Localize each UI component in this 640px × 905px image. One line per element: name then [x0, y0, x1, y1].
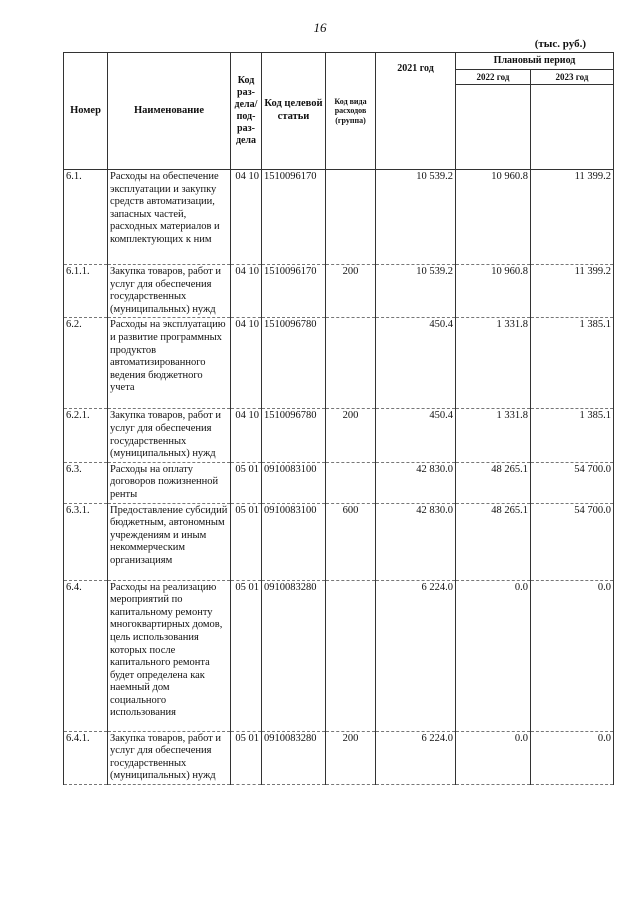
row-amount-2022: 1 331.8	[456, 409, 531, 462]
row-expense-code: 200	[326, 409, 376, 462]
row-amount-2023: 1 385.1	[531, 409, 614, 462]
row-target-code: 0910083100	[262, 503, 326, 580]
row-pr: 10	[248, 410, 259, 422]
row-number: 6.1.	[64, 170, 108, 265]
row-number: 6.3.	[64, 462, 108, 503]
row-name: Закупка товаров, работ и услуг для обеспечения государственных (муниципальных) нужд	[108, 731, 231, 784]
row-amount-2022: 1 331.8	[456, 318, 531, 409]
row-pr: 10	[248, 319, 259, 331]
header-expense-code: Код вида расходов (группа)	[326, 53, 376, 170]
row-pr: 10	[248, 171, 259, 182]
row-name: Закупка товаров, работ и услуг для обеспечения государственных (муниципальных) нужд	[108, 409, 231, 462]
row-name: Расходы на оплату договоров пожизненной ренты	[108, 462, 231, 503]
table-row	[64, 170, 614, 265]
row-target-code: 1510096780	[262, 318, 326, 409]
row-section-code	[231, 170, 262, 265]
row-target-code: 1510096780	[262, 409, 326, 462]
header-year-2021: 2021 год	[376, 53, 456, 170]
row-rz: 04	[235, 171, 246, 182]
row-rz: 05	[235, 504, 246, 516]
row-amount-2021: 10 539.2	[376, 170, 456, 265]
row-amount-2022: 48 265.1	[456, 462, 531, 503]
row-target-code: 0910083280	[262, 580, 326, 731]
row-section-code	[231, 409, 262, 462]
table-row	[64, 462, 614, 503]
row-amount-2023: 1 385.1	[531, 318, 614, 409]
table-row	[64, 409, 614, 462]
row-number: 6.1.1.	[64, 265, 108, 318]
row-amount-2021: 42 830.0	[376, 503, 456, 580]
row-expense-code: 200	[326, 731, 376, 784]
row-amount-2021: 10 539.2	[376, 265, 456, 318]
row-section-code	[231, 318, 262, 409]
header-plan-period: Плановый период	[456, 53, 614, 70]
table-row	[64, 580, 614, 731]
row-expense-code: 200	[326, 265, 376, 318]
row-pr: 10	[248, 266, 259, 277]
units-label: (тыс. руб.)	[534, 38, 586, 50]
row-name: Расходы на обеспечение эксплуатации и закупку средств автоматизации, запасных частей, расходных материалов и комплектующих к ним	[108, 170, 231, 265]
row-number: 6.4.1.	[64, 731, 108, 784]
row-amount-2023: 54 700.0	[531, 462, 614, 503]
row-amount-2022: 48 265.1	[456, 503, 531, 580]
row-amount-2021: 450.4	[376, 409, 456, 462]
row-amount-2022: 0.0	[456, 580, 531, 731]
row-amount-2023: 11 399.2	[531, 265, 614, 318]
row-rz: 04	[235, 266, 246, 277]
row-pr: 01	[248, 504, 259, 516]
row-expense-code	[326, 462, 376, 503]
row-amount-2023: 0.0	[531, 580, 614, 731]
row-amount-2022: 10 960.8	[456, 170, 531, 265]
row-section-code	[231, 503, 262, 580]
row-amount-2021: 6 224.0	[376, 731, 456, 784]
row-rz: 05	[235, 732, 246, 744]
header-year-2023: 2023 год	[531, 70, 614, 85]
row-amount-2023: 54 700.0	[531, 503, 614, 580]
row-section-code	[231, 580, 262, 731]
row-amount-2021: 42 830.0	[376, 462, 456, 503]
header-section-code: Код раз-дела/ под-раз-дела	[231, 53, 262, 170]
row-pr: 01	[248, 732, 259, 744]
row-amount-2023: 0.0	[531, 731, 614, 784]
table-row	[64, 731, 614, 784]
row-expense-code	[326, 318, 376, 409]
header-number: Номер	[64, 53, 108, 170]
row-expense-code: 600	[326, 503, 376, 580]
row-name: Предоставление субсидий бюджетным, автономным учреждениям и иным некоммерческим организациям	[108, 503, 231, 580]
budget-table	[63, 52, 614, 785]
page-number: 16	[313, 20, 327, 35]
row-rz: 05	[235, 463, 246, 475]
row-expense-code	[326, 170, 376, 265]
row-section-code	[231, 731, 262, 784]
row-name: Расходы на реализацию мероприятий по капитальному ремонту многоквартирных домов, цель использования которых после капитального ремонта будет определена как наемный дом социального использования	[108, 580, 231, 731]
row-expense-code	[326, 580, 376, 731]
row-number: 6.4.	[64, 580, 108, 731]
row-amount-2023: 11 399.2	[531, 170, 614, 265]
table-row	[64, 318, 614, 409]
header-year-2022: 2022 год	[456, 70, 531, 85]
row-target-code: 0910083100	[262, 462, 326, 503]
row-target-code: 1510096170	[262, 265, 326, 318]
row-rz: 04	[235, 410, 246, 422]
row-target-code: 1510096170	[262, 170, 326, 265]
row-name: Расходы на эксплуатацию и развитие программных продуктов автоматизированного ведения бюджетного учета	[108, 318, 231, 409]
table-row	[64, 265, 614, 318]
header-year-2023-space	[531, 85, 614, 170]
row-target-code: 0910083280	[262, 731, 326, 784]
row-section-code	[231, 265, 262, 318]
row-amount-2022: 10 960.8	[456, 265, 531, 318]
header-name: Наименование	[108, 53, 231, 170]
row-number: 6.2.1.	[64, 409, 108, 462]
row-rz: 04	[235, 319, 246, 331]
table-row	[64, 503, 614, 580]
row-amount-2022: 0.0	[456, 731, 531, 784]
header-year-2022-space	[456, 85, 531, 170]
row-number: 6.2.	[64, 318, 108, 409]
row-pr: 01	[248, 463, 259, 475]
row-amount-2021: 6 224.0	[376, 580, 456, 731]
row-name: Закупка товаров, работ и услуг для обеспечения государственных (муниципальных) нужд	[108, 265, 231, 318]
row-number: 6.3.1.	[64, 503, 108, 580]
row-pr: 01	[248, 581, 259, 593]
row-section-code	[231, 462, 262, 503]
row-rz: 05	[235, 581, 246, 593]
header-target-code: Код целевой статьи	[262, 53, 326, 170]
row-amount-2021: 450.4	[376, 318, 456, 409]
